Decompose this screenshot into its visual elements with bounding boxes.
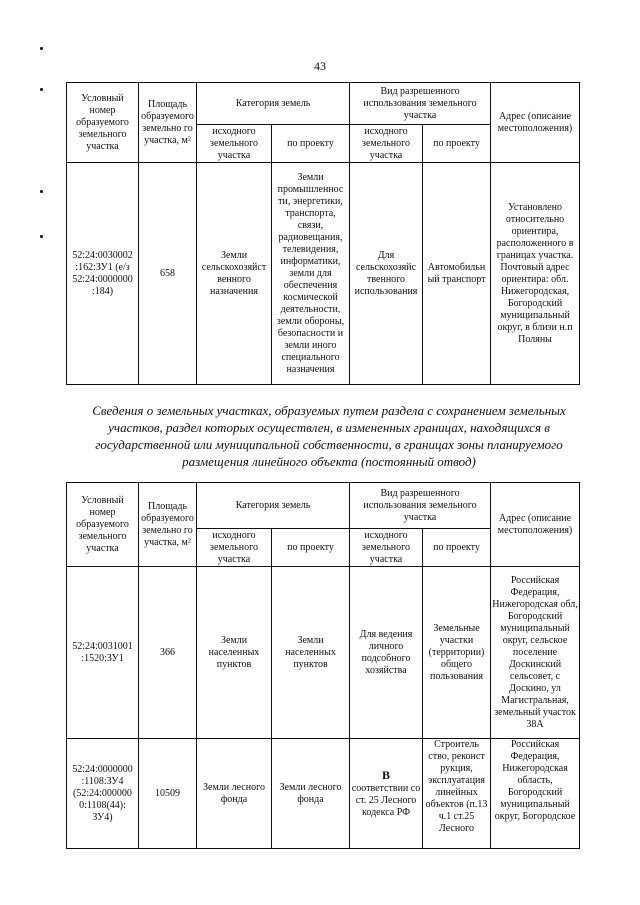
plot-area: 366 [139,567,197,739]
category-project: Земли населенных пунктов [272,567,350,739]
use-original: Для сельскохозяйс твенного использования [350,163,423,385]
table-row [67,739,580,849]
use-project: Земельные участки (территории) общего пользования [423,567,491,739]
category-original: Земли населенных пунктов [197,567,272,739]
land-plots-table-2 [66,482,580,849]
use-original: Для ведения личного подсобного хозяйства [350,567,423,739]
header-plot-area: Площадь образуемого земельно го участка, м² [139,483,197,567]
margin-dot [40,88,43,91]
subheader-category-project: по проекту [272,529,350,567]
subheader-category-original: исходного земельного участка [197,125,272,163]
use-original-marker: В [382,767,391,782]
header-plot-number: Условный номер образуемого земельного участка [67,483,139,567]
header-address: Адрес (описание местоположения) [491,483,580,567]
subheader-use-project: по проекту [423,529,491,567]
use-original-text: соответствии со ст. 25 Лесного кодекса РФ [351,782,421,818]
plot-number: 52:24:0030002 :162:ЗУ1 (е/з 52:24:0000000 :184) [67,163,139,385]
margin-dot [40,235,43,238]
plot-address: Российская Федерация, Нижегородская область, Богородский муниципальный округ, Богородское [491,739,580,849]
section-heading: Сведения о земельных участках, образуемых путем раздела с сохранением земельных участков, раздел которых осуществлен, в измененных границах, находящихся в государственной или муниципальной собственности, в границах зоны планируемого размещения линейного объекта (постоянный отвод) [92,403,566,469]
category-project: Земли лесного фонда [272,739,350,849]
plot-address: Установлено относительно ориентира, расположенного в границах участка. Почтовый адрес ориентира: обл. Нижегородская, Богородский муниципальный округ, в близи н.п Поляны [491,163,580,385]
plot-area: 10509 [139,739,197,849]
header-permitted-use: Вид разрешенного использования земельного участка [350,483,491,529]
plot-number: 52:24:0000000 :1108:ЗУ4 (52:24:000000 0:1108(44): ЗУ4) [67,739,139,849]
margin-dot [40,47,43,50]
category-original: Земли лесного фонда [197,739,272,849]
page-number: 43 [314,59,326,73]
subheader-category-project: по проекту [272,125,350,163]
subheader-category-original: исходного земельного участка [197,529,272,567]
use-project: Автомобильн ый транспорт [423,163,491,385]
use-original [350,739,423,849]
use-project: Строитель ство, реконст рукция, эксплуатация линейных объектов (п.13 ч.1 ст.25 Лесного [423,739,491,849]
header-address: Адрес (описание местоположения) [491,83,580,163]
land-plots-table-1 [66,82,580,385]
header-plot-number: Условный номер образуемого земельного участка [67,83,139,163]
subheader-use-original: исходного земельного участка [350,125,423,163]
plot-area: 658 [139,163,197,385]
plot-address: Российская Федерация, Нижегородская обл, Богородский муниципальный округ, сельское поселение Доскинский сельсовет, с Доскино, ул Магистральная, земельный участок 38А [491,567,580,739]
category-project: Земли промышленнос ти, энергетики, транспорта, связи, радиовещания, телевидения, информатики, земли для обеспечения космической деятельности, земли обороны, безопасности и земли иного специального назначения [272,163,350,385]
subheader-use-original: исходного земельного участка [350,529,423,567]
header-land-category: Категория земель [197,83,350,125]
table-row [67,163,580,385]
header-land-category: Категория земель [197,483,350,529]
margin-dot [40,190,43,193]
table-row [67,567,580,739]
header-plot-area: Площадь образуемого земельно го участка, м² [139,83,197,163]
category-original: Земли сельскохозяйст венного назначения [197,163,272,385]
header-permitted-use: Вид разрешенного использования земельного участка [350,83,491,125]
subheader-use-project: по проекту [423,125,491,163]
plot-number: 52:24:0031001 :1520:ЗУ1 [67,567,139,739]
